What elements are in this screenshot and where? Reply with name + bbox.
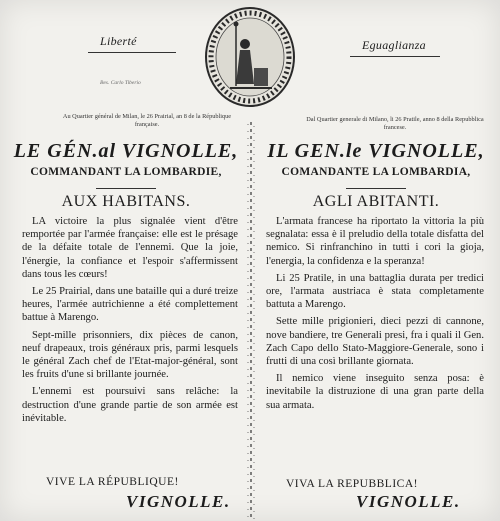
fr-paragraph-2: Le 25 Prairial, dans une bataille qui a duré treize heures, l'armée autrichienne a été complettement battue à Marengo.	[22, 286, 238, 324]
it-signature: VIGNOLLE.	[356, 492, 461, 511]
fr-signature: VIGNOLLE.	[126, 492, 231, 511]
it-title-rule	[346, 188, 406, 189]
it-paragraph-1: L'armata francese ha riportato la vittoria la più segnalata: essa è il preludio della totale disfatta del nemico. Si rinfranchino in tutti i cori la gioja, l'energia, la confidenza e la speranza!	[266, 216, 484, 267]
it-paragraph-2: Li 25 Pratile, in una battaglia durata per tredici ore, l'armata austriaca è stata completamente battuta a Marengo.	[266, 272, 484, 311]
motto-right-rule	[350, 56, 440, 57]
liberty-emblem	[200, 4, 300, 110]
motto-left-rule	[88, 52, 176, 53]
fr-closing: VIVE LA RÉPUBLIQUE!	[46, 476, 179, 488]
fr-headquarters: Au Quartier général de Milan, le 26 Prairial, an 8 de la République française.	[62, 113, 232, 128]
fr-title-rule	[96, 188, 156, 189]
engraver-note: Bes. Carlo Tiberio	[100, 80, 141, 86]
column-divider	[244, 122, 258, 521]
it-paragraph-4: Il nemico viene inseguito senza posa: è inevitabile la distruzione di una gran parte della sua armata.	[266, 373, 484, 411]
fr-command-title: COMMANDANT LA LOMBARDIE,	[30, 166, 222, 178]
it-command-title: COMANDANTE LA LOMBARDIA,	[281, 166, 471, 178]
fr-body	[22, 215, 238, 429]
it-general-title: IL GEN.le VIGNOLLE,	[267, 140, 485, 162]
it-paragraph-3: Sette mille prigionieri, dieci pezzi di cannone, nove bandiere, tre Generali presi, fra i quali il Gen. Zach Capo dello Stato-Maggiore-Generale, sono i frutti di una così brillante giornata.	[266, 316, 484, 368]
fr-general-title: LE GÉN.al VIGNOLLE,	[13, 140, 239, 162]
it-address: AGLI ABITANTI.	[312, 193, 440, 210]
it-headquarters: Dal Quartier generale di Milano, li 26 Pratile, anno 8 della Repubblica francese.	[306, 116, 484, 131]
motto-liberte: Liberté	[100, 34, 137, 48]
it-closing: VIVA LA REPUBBLICA!	[286, 478, 418, 490]
fr-paragraph-1: LA victoire la plus signalée vient d'être remportée par l'armée française: elle est le présage de la défaite totale de l'ennemi. Que la joie, l'énergie, la confiance et l'espoir s'affermissent dans tous les cœurs!	[22, 216, 238, 280]
it-body	[266, 215, 484, 416]
fr-address: AUX HABITANS.	[61, 193, 191, 210]
fr-paragraph-3: Sept-mille prisonniers, dix pièces de canon, neuf drapeaux, trois généraux pris, parmi lesquels le général Zach chef de l'Etat-major-général, sont les fruits d'une si brillante journée.	[22, 329, 238, 381]
motto-eguaglianza: Eguaglianza	[362, 38, 426, 52]
fr-paragraph-4: L'ennemi est poursuivi sans relâche: la destruction d'une grande partie de son armée est inévitable.	[22, 386, 238, 424]
